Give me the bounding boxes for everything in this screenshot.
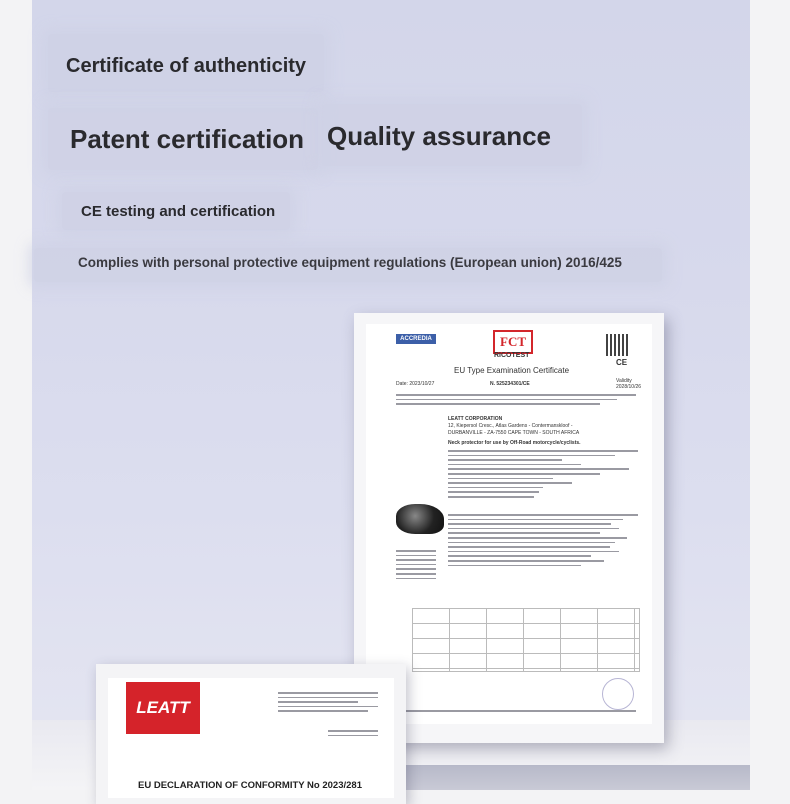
- ce-mark-icon: CE: [616, 358, 628, 367]
- declaration-contact-block: [328, 730, 378, 739]
- manufacturer-name: LEATT CORPORATION: [448, 416, 503, 422]
- certificate-text-block: [448, 514, 638, 569]
- certificate-footer: [406, 710, 636, 715]
- declaration-address-block: [278, 692, 378, 715]
- qr-code-icon: [606, 334, 628, 356]
- stamp-icon: [602, 678, 634, 710]
- ce-testing-label: CE testing and certification: [81, 203, 276, 220]
- type-of-ppe: Neck protector for use by Off-Road motorcycle/cyclists.: [448, 440, 581, 446]
- validity-label: Validity: [616, 378, 632, 384]
- neck-brace-image: [396, 504, 444, 534]
- eu-type-examination-certificate: [366, 324, 652, 724]
- fct-logo: FCT: [493, 330, 533, 354]
- certificate-text-block: [448, 450, 638, 501]
- declaration-title: EU DECLARATION OF CONFORMITY No 2023/281: [138, 780, 362, 791]
- leatt-logo: LEATT: [126, 682, 200, 734]
- manufacturer-address-line1: 12, Kiepersol Cresc., Atlas Gardens - Contermanskloof -: [448, 423, 573, 429]
- validity-date: 2028/10/26: [616, 384, 642, 390]
- quality-assurance-label: Quality assurance: [327, 121, 551, 151]
- ppe-compliance-label: Complies with personal protective equipment regulations (European union) 2016/425: [78, 255, 622, 270]
- patent-certification-label: Patent certification: [70, 124, 305, 154]
- certificate-of-authenticity-label: Certificate of authenticity: [66, 55, 307, 77]
- issuer-name: RICOTEST: [494, 352, 530, 359]
- color-list: [396, 550, 436, 582]
- certificate-title: EU Type Examination Certificate: [454, 366, 570, 375]
- certificate-text-block: [396, 394, 636, 408]
- certificate-date: Date: 2023/10/27: [396, 381, 435, 387]
- shelf-shadow: [405, 765, 750, 790]
- materials-table: [412, 608, 640, 672]
- certificate-number: N. 525234301/CE: [490, 381, 530, 387]
- eu-declaration-of-conformity: [108, 678, 394, 798]
- manufacturer-address-line2: DURBANVILLE - ZA-7550 CAPE TOWN - SOUTH AFRICA: [448, 430, 580, 436]
- accredia-logo: ACCREDIA: [396, 334, 436, 344]
